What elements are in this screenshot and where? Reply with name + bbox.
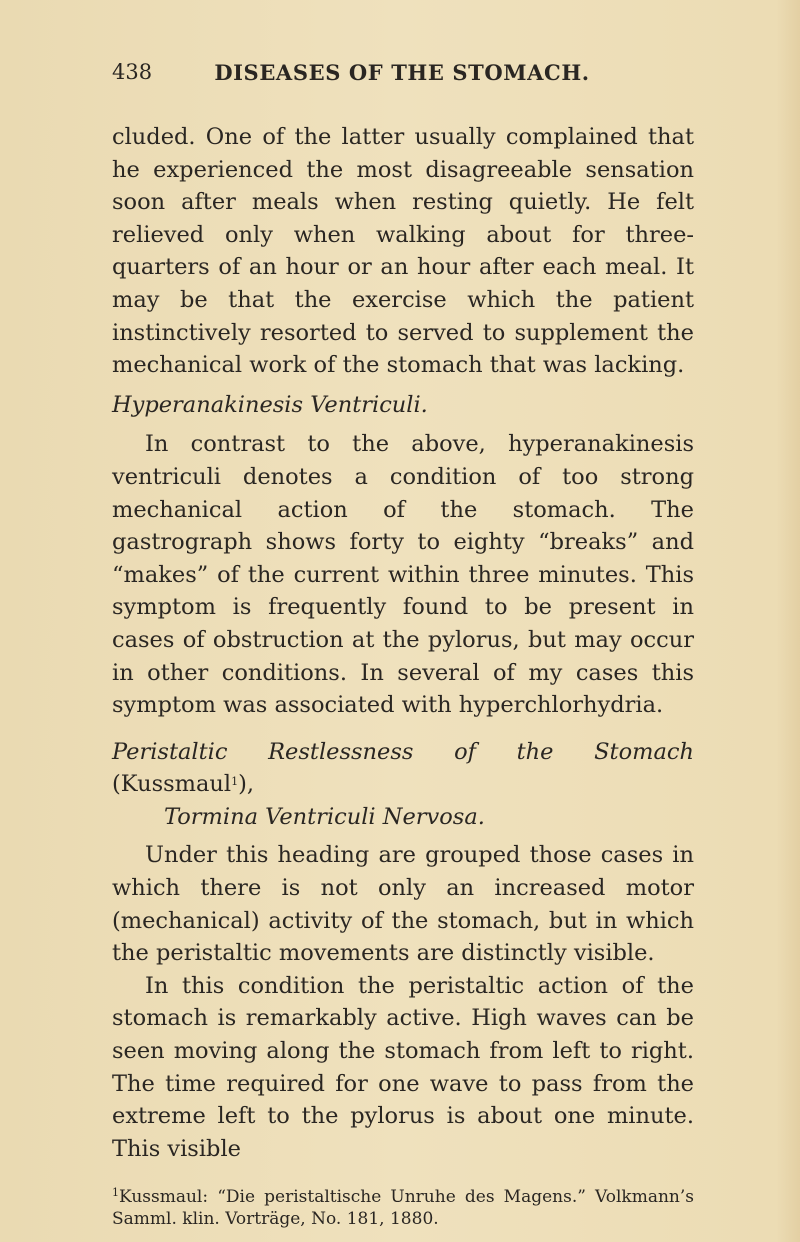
paragraph-continued: cluded. One of the latter usually complained that he experienced the most disagreeable sensation soon after meals when resting quietly. He felt relieved only when walking about for three-quarters of an hour or an hour after each meal. It may be that the exercise which the patient instinctively resorted to served to supplement the mechanical work of the stomach that was lacking. xyxy=(112,124,694,379)
section-subheading: Tormina Ventriculi Nervosa. xyxy=(164,803,485,830)
footnote-mark: 1 xyxy=(112,1186,119,1199)
paragraph-hyperanakinesis: In contrast to the above, hyperanakinesis ventriculi denotes a condition of too strong mechanical action of the stomach. The gastrograph shows forty to eighty “breaks” and “makes” of the current within three minutes. This symptom is frequently found to be present in cases of obstruction at the pylorus, but may occur in other conditions. In several of my cases this symptom was associated with hyperchlorhydria. xyxy=(112,431,694,719)
section-heading-peristaltic xyxy=(112,736,694,801)
footnote-ref-mark: 1 xyxy=(231,775,239,789)
paragraph-peristaltic-condition: In this condition the peristaltic action of the stomach is remarkably active. High waves can be seen moving along the stomach from left to right. The time required for one wave to pass from the extreme left to the pylorus is about one minute. This visible xyxy=(112,972,694,1162)
page-header xyxy=(112,60,692,90)
footnote xyxy=(112,1186,694,1230)
heading-title: Peristaltic Restlessness of the Stomach xyxy=(112,738,694,765)
heading-author-ref: (Kussmaul xyxy=(112,771,232,798)
page-number: 438 xyxy=(112,60,153,84)
heading-author-close: ), xyxy=(238,771,255,798)
running-title: DISEASES OF THE STOMACH. xyxy=(214,60,590,85)
footnote-text: Kussmaul: “Die peristaltische Unruhe des Magens.” Volkmann’s Samml. klin. Vorträge, No. 181, 1880. xyxy=(112,1187,694,1229)
page-body xyxy=(112,121,694,1165)
section-heading-hyperanakinesis: Hyperanakinesis Ventriculi. xyxy=(112,391,428,418)
paragraph-peristaltic-intro: Under this heading are grouped those cases in which there is not only an increased motor (mechanical) activity of the stomach, but in which the peristaltic movements are distinctly visible. xyxy=(112,842,694,967)
